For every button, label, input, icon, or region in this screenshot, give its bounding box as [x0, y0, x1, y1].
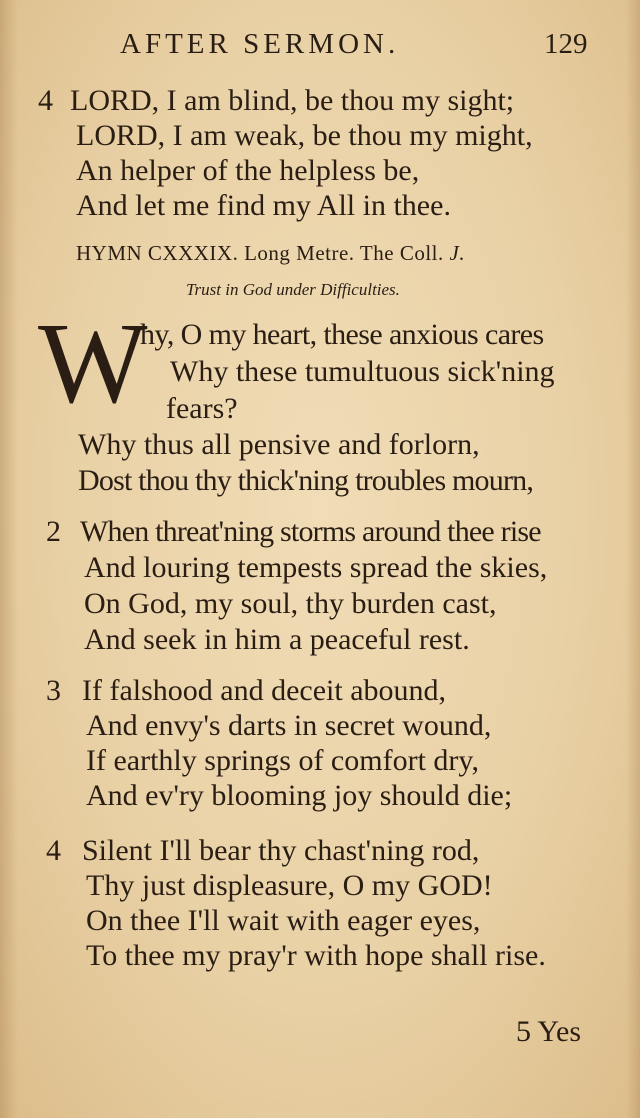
- verse-line: An helper of the helpless be,: [76, 154, 420, 187]
- stanza-1-line: fears?: [166, 392, 238, 425]
- stanza-4-line: To thee my pray'r with hope shall rise.: [86, 939, 546, 972]
- stanza-number: 2: [46, 515, 61, 548]
- stanza-2-line: On God, my soul, thy burden cast,: [84, 587, 497, 620]
- hymn-title: [76, 241, 465, 266]
- stanza-4-line: On thee I'll wait with eager eyes,: [86, 904, 481, 937]
- stanza-3-line: If falshood and deceit abound,: [82, 674, 447, 707]
- hymn-subtitle: Trust in God under Difficulties.: [186, 280, 400, 299]
- verse-number: 4: [38, 84, 53, 117]
- stanza-2-line: When threat'ning storms around thee rise: [80, 515, 541, 548]
- page-edge-shadow-right: [626, 0, 640, 1118]
- hymn-title-text: HYMN CXXXIX. Long Metre. The Coll.: [76, 241, 444, 265]
- stanza-1-line: hy, O my heart, these anxious cares: [140, 318, 544, 351]
- stanza-3-line: If earthly springs of comfort dry,: [86, 744, 479, 777]
- page-edge-shadow-left: [0, 0, 18, 1118]
- catchword: 5 Yes: [516, 1015, 582, 1048]
- stanza-4-line: Silent I'll bear thy chast'ning rod,: [82, 834, 480, 867]
- stanza-3-line: And envy's darts in secret wound,: [86, 709, 492, 742]
- stanza-number: 3: [46, 674, 61, 707]
- stanza-2-line: And seek in him a peaceful rest.: [84, 623, 470, 656]
- stanza-3-line: And ev'ry blooming joy should die;: [86, 779, 513, 812]
- stanza-2-line: And louring tempests spread the skies,: [84, 551, 548, 584]
- stanza-number: 4: [46, 834, 61, 867]
- verse-line: LORD, I am weak, be thou my might,: [76, 119, 533, 152]
- drop-cap: W: [38, 300, 148, 428]
- running-head: AFTER SERMON.: [120, 28, 400, 60]
- stanza-4-line: Thy just displeasure, O my GOD!: [86, 869, 493, 902]
- verse-line: And let me find my All in thee.: [76, 189, 451, 222]
- stanza-1-line: Why thus all pensive and forlorn,: [78, 428, 480, 461]
- verse-line: LORD, I am blind, be thou my sight;: [70, 84, 515, 117]
- page-number: 129: [544, 28, 588, 60]
- hymn-title-initial: J.: [449, 241, 466, 265]
- stanza-1-line: Why these tumultuous sick'ning: [170, 355, 555, 388]
- stanza-1-line: Dost thou thy thick'ning troubles mourn,: [78, 464, 534, 497]
